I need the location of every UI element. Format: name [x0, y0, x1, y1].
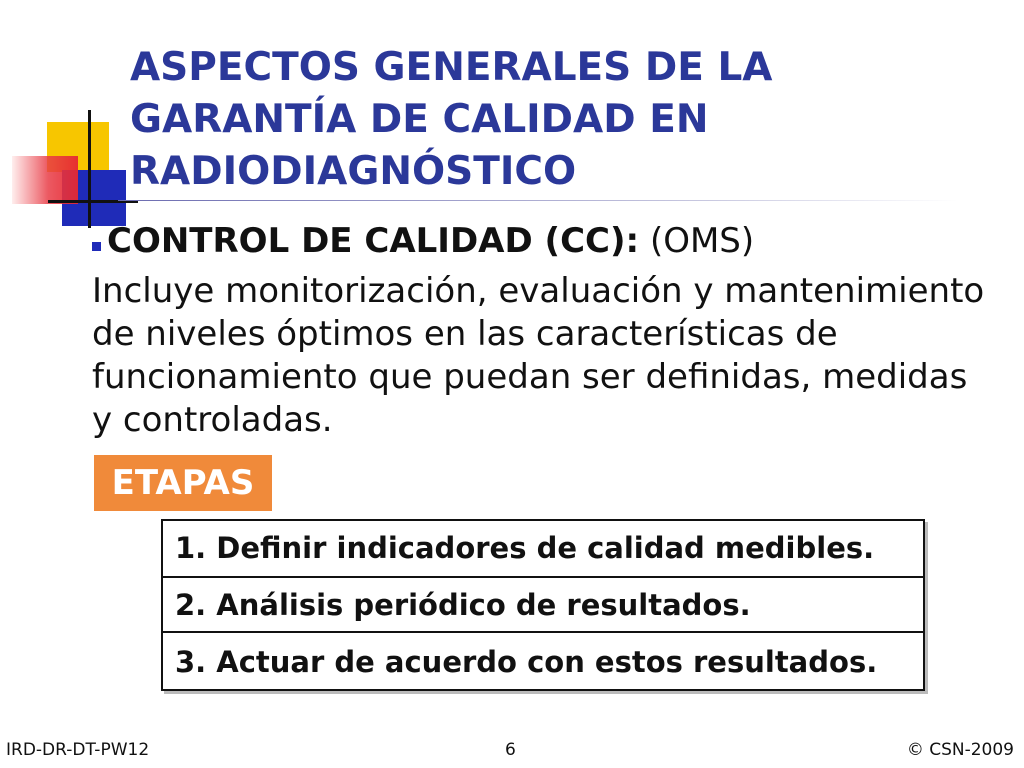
step-row: 1. Definir indicadores de calidad medibles. [175, 531, 875, 565]
steps-table [161, 519, 925, 691]
body-line: funcionamiento que puedan ser definidas, medidas [92, 357, 968, 397]
red-gradient-shape [12, 156, 78, 204]
step-row: 3. Actuar de acuerdo con estos resultados. [163, 631, 923, 689]
step-row: 2. Análisis periódico de resultados. [163, 576, 923, 631]
title-line: RADIODIAGNÓSTICO [130, 149, 577, 194]
bullet-item [92, 219, 754, 263]
etapas-label-box: ETAPAS [94, 455, 272, 511]
bullet-suffix: (OMS) [639, 221, 755, 261]
body-paragraph [92, 270, 1012, 442]
decorative-logo [0, 0, 140, 240]
body-line: Incluye monitorización, evaluación y mantenimiento [92, 271, 985, 311]
vertical-line-shape [88, 110, 91, 228]
footer-document-code: IRD-DR-DT-PW12 [6, 740, 150, 760]
body-line: y controladas. [92, 400, 333, 440]
slide-title [130, 42, 950, 198]
footer-page-number: 6 [505, 740, 516, 760]
title-line: ASPECTOS GENERALES DE LA [130, 45, 773, 90]
bullet-heading: CONTROL DE CALIDAD (CC): [107, 221, 640, 261]
title-line: GARANTÍA DE CALIDAD EN [130, 97, 709, 142]
title-divider [118, 200, 958, 201]
footer-copyright: © CSN-2009 [906, 740, 1014, 760]
body-line: de niveles óptimos en las características de [92, 314, 838, 354]
square-bullet-icon [92, 242, 101, 251]
